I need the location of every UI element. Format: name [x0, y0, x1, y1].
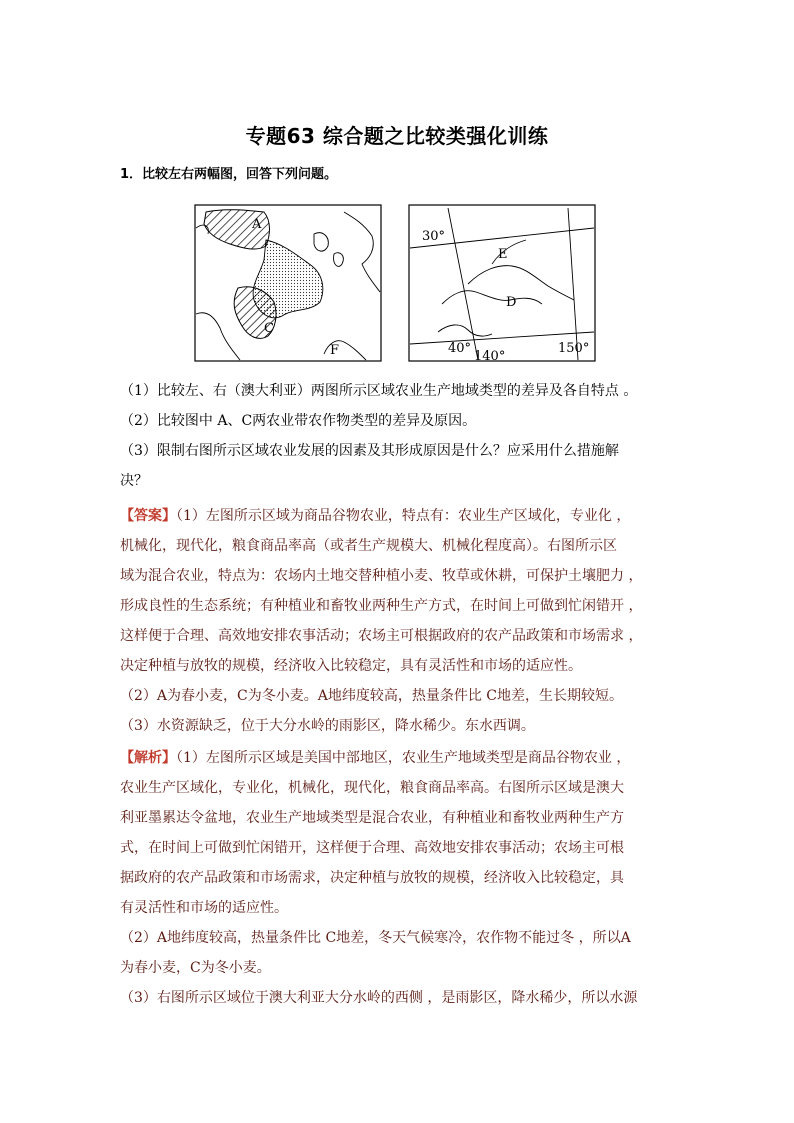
question-3: （3）限制右图所示区域农业发展的因素及其形成原因是什么？应采用什么措施解	[120, 443, 619, 459]
analysis-line: 据政府的农产品政策和市场需求，决定种植与放牧的规模，经济收入比较稳定，具	[120, 870, 624, 886]
map-figures	[190, 200, 610, 370]
questions-block	[120, 376, 676, 496]
question-2: （2）比较图中 A、C两农业带农作物类型的差异及原因。	[120, 413, 477, 429]
label-lon-140: 140°	[474, 349, 506, 364]
answer-line: （1）左图所示区域为商品谷物农业，特点有：农业生产区域化，专业化 ，	[176, 508, 631, 524]
page-title: 专题63 综合题之比较类强化训练	[245, 124, 549, 148]
answer-tag: 【答案】	[120, 508, 176, 524]
analysis-line: （3）右图所示区域位于澳大利亚大分水岭的西侧 ，是雨影区，降水稀少，所以水源	[120, 990, 638, 1006]
analysis-block	[120, 743, 676, 1013]
question-3-cont: 决？	[120, 473, 148, 489]
question-1: （1）比较左、右（澳大利亚）两图所示区域农业生产地域类型的差异及各自特点 。	[120, 383, 638, 399]
answer-block	[120, 501, 676, 741]
label-d: D	[506, 295, 517, 310]
analysis-line: 式，在时间上可做到忙闲错开，这样便于合理、高效地安排农事活动；农场主可根	[120, 840, 624, 856]
label-lat-30: 30°	[422, 229, 446, 244]
analysis-line: 农业生产区域化，专业化，机械化，现代化，粮食商品率高。右图所示区域是澳大	[120, 780, 624, 796]
label-lat-40: 40°	[448, 341, 472, 356]
label-f: F	[330, 343, 340, 358]
analysis-line: 利亚墨累达令盆地，农业生产地域类型是混合农业，有种植业和畜牧业两种生产方	[120, 810, 624, 826]
answer-line: 机械化，现代化，粮食商品率高（或者生产规模大、机械化程度高）。右图所示区	[120, 538, 617, 554]
answer-line: 这样便于合理、高效地安排农事活动；农场主可根据政府的农产品政策和市场需求 ，	[120, 628, 643, 644]
analysis-line: 为春小麦，C为冬小麦。	[120, 960, 271, 976]
label-a: A	[252, 217, 262, 232]
answer-line: 域为混合农业，特点为：农场内土地交替种植小麦、牧草或休耕，可保护土壤肥力 ，	[120, 568, 643, 584]
answer-line: 决定种植与放牧的规模，经济收入比较稳定，具有灵活性和市场的适应性。	[120, 658, 582, 674]
answer-line: 形成良性的生态系统；有种植业和畜牧业两种生产方式，在时间上可做到忙闲错开 ，	[120, 598, 643, 614]
left-map	[194, 204, 384, 364]
label-e: E	[498, 247, 508, 262]
analysis-line: 有灵活性和市场的适应性。	[120, 900, 288, 916]
label-c: C	[264, 321, 274, 336]
answer-line: （3）水资源缺乏，位于大分水岭的雨影区，降水稀少。东水西调。	[120, 718, 535, 734]
analysis-tag: 【解析】	[120, 750, 176, 766]
analysis-line: （2）A地纬度较高，热量条件比 C地差，冬天气候寒冷，农作物不能过冬 ，所以A	[120, 930, 631, 946]
answer-line: （2）A为春小麦，C为冬小麦。A地纬度较高，热量条件比 C地差，生长期较短。	[120, 688, 623, 704]
label-lon-150: 150°	[558, 341, 590, 356]
question-intro: 1．比较左右两幅图，回答下列问题。	[120, 167, 338, 182]
right-map	[408, 204, 598, 364]
analysis-line: （1）左图所示区域是美国中部地区，农业生产地域类型是商品谷物农业 ，	[176, 750, 631, 766]
